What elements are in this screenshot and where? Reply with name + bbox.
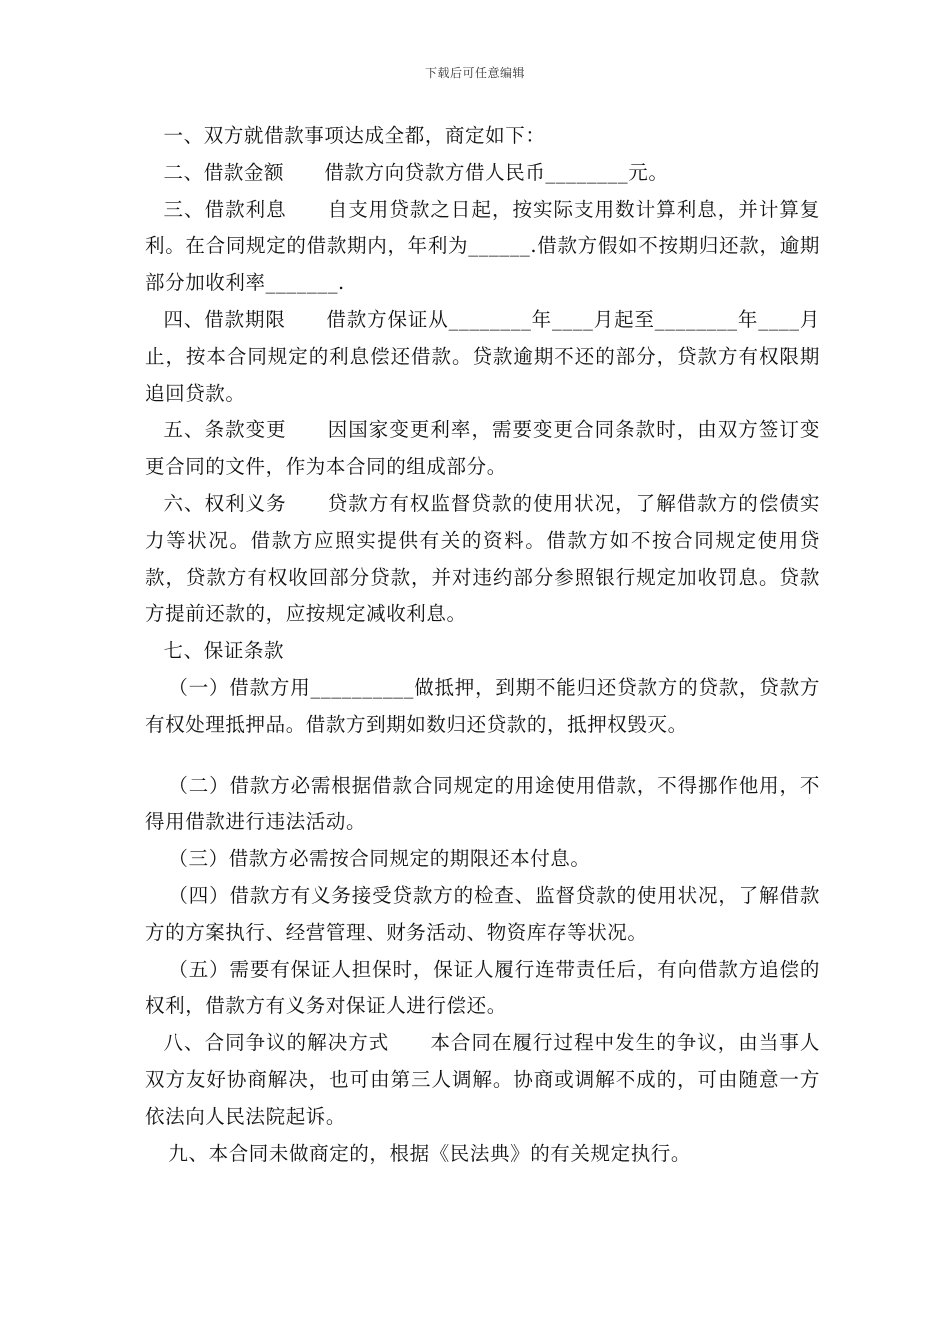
clause-7-item-2: （二）借款方必需根据借款合同规定的用途使用借款，不得挪作他用，不得用借款进行违法活动。 (145, 773, 820, 834)
clause-9-other: 九、本合同未做商定的，根据《民法典》的有关规定执行。 (168, 1141, 691, 1165)
clause-5-amendment: 五、条款变更 因国家变更利率，需要变更合同条款时，由双方签订变更合同的文件，作为本合同的组成部分。 (145, 418, 820, 479)
clause-8-dispute-resolution: 八、合同争议的解决方式 本合同在履行过程中发生的争议，由当事人双方友好协商解决，也可由第三人调解。协商或调解不成的，可由随意一方依法向人民法院起诉。 (145, 1031, 820, 1128)
clause-1: 一、双方就借款事项达成全都，商定如下： (163, 124, 546, 147)
clause-7-guarantee-heading: 七、保证条款 (163, 639, 285, 663)
clause-2-loan-amount: 二、借款金额 借款方向贷款方借人民币________元。 (163, 160, 669, 184)
clause-7-item-3: （三）借款方必需按合同规定的期限还本付息。 (168, 847, 591, 871)
clause-6-rights-obligations: 六、权利义务 贷款方有权监督贷款的使用状况，了解借款方的偿债实力等状况。借款方应照实提供有关的资料。借款方如不按合同规定使用贷款，贷款方有权收回部分贷款，并对违约部分参照银行规定加收罚息。贷款方提前还款的，应按规定减收利息。 (145, 491, 820, 626)
clause-7-item-1: （一）借款方用__________做抵押，到期不能归还贷款方的贷款，贷款方有权处理抵押品。借款方到期如数归还贷款的，抵押权毁灭。 (145, 675, 820, 736)
clause-7-item-4: （四）借款方有义务接受贷款方的检查、监督贷款的使用状况，了解借款方的方案执行、经营管理、财务活动、物资库存等状况。 (145, 883, 820, 944)
clause-4-term: 四、借款期限 借款方保证从________年____月起至________年____月止，按本合同规定的利息偿还借款。贷款逾期不还的部分，贷款方有权限期追回贷款。 (145, 307, 820, 405)
clause-7-item-5: （五）需要有保证人担保时，保证人履行连带责任后，有向借款方追偿的权利，借款方有义务对保证人进行偿还。 (145, 957, 820, 1018)
clause-3-interest: 三、借款利息 自支用贷款之日起，按实际支用数计算利息，并计算复利。在合同规定的借款期内，年利为______.借款方假如不按期归还款，逾期部分加收利率_______. (145, 197, 820, 295)
contract-body (145, 118, 820, 1172)
page-header-note: 下载后可任意编辑 (424, 66, 525, 80)
